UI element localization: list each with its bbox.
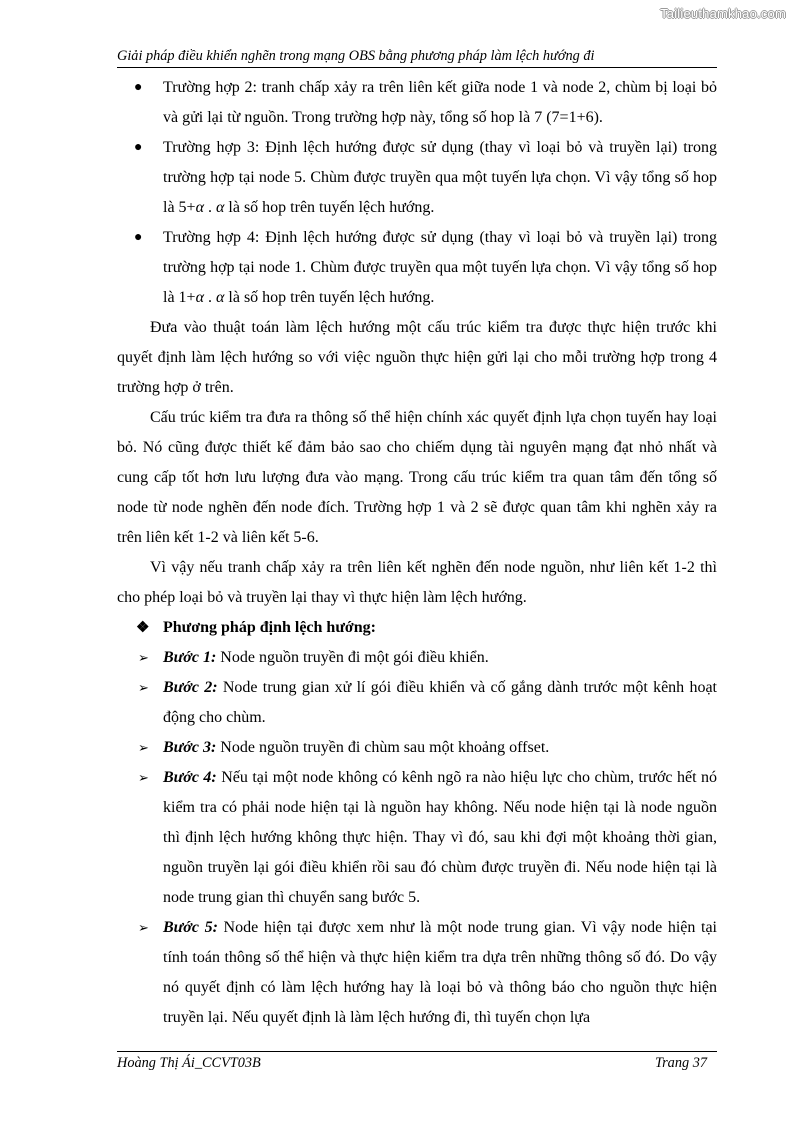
arrowhead-icon: ➢ bbox=[138, 650, 149, 665]
step-text: Node nguồn truyền đi một gói điều khiển. bbox=[216, 649, 489, 666]
footer-author: Hoàng Thị Ái_CCVT03B bbox=[117, 1055, 261, 1071]
list-item bbox=[117, 223, 717, 313]
arrowhead-icon: ➢ bbox=[138, 680, 149, 695]
section-heading bbox=[117, 613, 717, 643]
step-text: Nếu tại một node không có kênh ngõ ra nào hiệu lực cho chùm, trước hết nó kiểm tra có phải node hiện tại là nguồn hay không. Nếu node hiện tại là node nguồn thì định lệch hướng không thực hiện. Thay vì đó, sau khi đợi một khoảng thời gian, nguồn truyền lại gói điều khiển rồi sau đó chùm được truyền đi. Nếu node hiện tại là node trung gian thì chuyển sang bước 5. bbox=[163, 769, 718, 906]
section-title: Phương pháp định lệch hướng: bbox=[163, 619, 376, 636]
paragraph: Vì vậy nếu tranh chấp xảy ra trên liên kết nghẽn đến node nguồn, như liên kết 1-2 thì cho phép loại bỏ và truyền lại thay vì thực hiện làm lệch hướng. bbox=[117, 559, 717, 606]
arrowhead-icon: ➢ bbox=[138, 920, 149, 935]
paragraph: Cấu trúc kiểm tra đưa ra thông số thể hiện chính xác quyết định lựa chọn tuyến hay loại bỏ. Nó cũng được thiết kế đảm bảo sao cho chiếm dụng tài nguyên mạng đạt nhỏ nhất và cung cấp tốt hơn lưu lượng đưa vào mạng. Trong cấu trúc kiểm tra quan tâm đến tổng số node từ node nghẽn đến node đích. Trường hợp 1 và 2 sẽ được quan tâm khi nghẽn xảy ra trên liên kết 1-2 và liên kết 5-6. bbox=[117, 409, 717, 546]
step-item bbox=[117, 763, 717, 913]
paragraph: Đưa vào thuật toán làm lệch hướng một cấu trúc kiểm tra được thực hiện trước khi quyết định làm lệch hướng so với việc nguồn thực hiện gửi lại cho mỗi trường hợp trong 4 trường hợp ở trên. bbox=[117, 319, 717, 396]
step-item bbox=[117, 643, 717, 673]
step-label: Bước 1: bbox=[163, 649, 217, 666]
page-header: Giải pháp điều khiển nghẽn trong mạng OBS bằng phương pháp làm lệch hướng đi bbox=[117, 47, 717, 68]
step-text: Node hiện tại được xem như là một node trung gian. Vì vậy node hiện tại tính toán thông số thể hiện và thực hiện kiểm tra dựa trên những thông số đó. Do vậy nó quyết định có làm lệch hướng hay là loại bỏ và thông báo cho nguồn thực hiện truyền lại. Nếu quyết định là làm lệch hướng đi, thì tuyến chọn lựa bbox=[163, 919, 717, 1026]
step-item bbox=[117, 913, 717, 1033]
page-number: Trang 37 bbox=[654, 1055, 707, 1071]
list-item-text: Trường hợp 4: Định lệch hướng được sử dụng (thay vì loại bỏ và truyền lại) trong trường hợp tại node 1. Chùm được truyền qua một tuyến lựa chọn. Vì vậy tổng số hop là 1+α . α là số hop trên tuyến lệch hướng. bbox=[163, 229, 717, 306]
page-content bbox=[117, 73, 717, 1033]
diamond-star-icon: ❖ bbox=[136, 620, 150, 636]
arrowhead-icon: ➢ bbox=[138, 770, 149, 785]
page-footer bbox=[117, 1051, 717, 1072]
step-label: Bước 5: bbox=[163, 919, 218, 936]
bullet-dot-icon: ● bbox=[134, 140, 143, 155]
bullet-dot-icon: ● bbox=[134, 230, 143, 245]
list-item-text: Trường hợp 2: tranh chấp xảy ra trên liên kết giữa node 1 và node 2, chùm bị loại bỏ và gửi lại từ nguồn. Trong trường hợp này, tổng số hop là 7 (7=1+6). bbox=[163, 79, 717, 126]
bullet-dot-icon: ● bbox=[134, 80, 143, 95]
list-item bbox=[117, 133, 717, 223]
list-item-text: Trường hợp 3: Định lệch hướng được sử dụng (thay vì loại bỏ và truyền lại) trong trường hợp tại node 5. Chùm được truyền qua một tuyến lựa chọn. Vì vậy tổng số hop là 5+α . α là số hop trên tuyến lệch hướng. bbox=[163, 139, 717, 216]
step-item bbox=[117, 673, 717, 733]
step-label: Bước 3: bbox=[163, 739, 217, 756]
step-label: Bước 2: bbox=[163, 679, 218, 696]
list-item bbox=[117, 73, 717, 133]
step-item bbox=[117, 733, 717, 763]
step-label: Bước 4: bbox=[163, 769, 217, 786]
step-text: Node nguồn truyền đi chùm sau một khoảng offset. bbox=[216, 739, 550, 756]
step-text: Node trung gian xử lí gói điều khiển và cố gắng dành trước một kênh hoạt động cho chùm. bbox=[163, 679, 718, 726]
watermark: Tailieuthamkhao.com bbox=[660, 6, 786, 21]
arrowhead-icon: ➢ bbox=[138, 740, 149, 755]
